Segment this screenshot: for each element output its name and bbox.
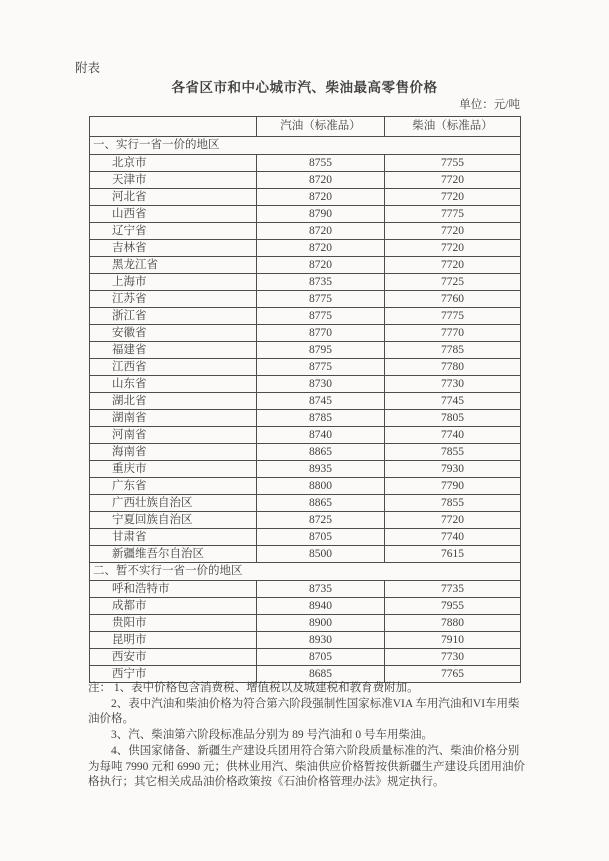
section-heading-row — [90, 563, 521, 581]
region-cell: 山西省 — [90, 206, 257, 223]
region-cell: 广东省 — [90, 478, 257, 495]
table-row — [90, 427, 521, 444]
region-cell: 昆明市 — [90, 632, 257, 649]
table-row — [90, 444, 521, 461]
region-cell: 浙江省 — [90, 308, 257, 325]
region-cell: 西安市 — [90, 649, 257, 666]
gasoline-price-cell: 8720 — [257, 172, 385, 189]
region-cell: 黑龙江省 — [90, 257, 257, 274]
diesel-price-cell: 7930 — [385, 461, 521, 478]
region-cell: 河北省 — [90, 189, 257, 206]
diesel-price-cell: 7780 — [385, 359, 521, 376]
gasoline-price-cell: 8940 — [257, 598, 385, 615]
gasoline-price-cell: 8935 — [257, 461, 385, 478]
gasoline-price-cell: 8770 — [257, 325, 385, 342]
gasoline-price-cell: 8705 — [257, 529, 385, 546]
diesel-price-cell: 7955 — [385, 598, 521, 615]
note-line: 3、汽、柴油第六阶段标准品分别为 89 号汽油和 0 号车用柴油。 — [88, 729, 433, 742]
diesel-price-cell: 7745 — [385, 393, 521, 410]
gasoline-price-cell: 8720 — [257, 223, 385, 240]
table-row — [90, 512, 521, 529]
table-row — [90, 257, 521, 274]
diesel-price-cell: 7755 — [385, 155, 521, 172]
table-row — [90, 666, 521, 683]
table-row — [90, 393, 521, 410]
diesel-price-cell: 7615 — [385, 546, 521, 563]
diesel-price-cell: 7740 — [385, 427, 521, 444]
price-table — [89, 116, 521, 683]
region-cell: 河南省 — [90, 427, 257, 444]
table-row — [90, 495, 521, 512]
note-line: 2、表中汽油和柴油价格为符合第六阶段强制性国家标准VIA 车用汽油和VI车用柴油价格。 — [88, 697, 520, 726]
gasoline-price-cell: 8735 — [257, 274, 385, 291]
table-row — [90, 223, 521, 240]
region-cell: 甘肃省 — [90, 529, 257, 546]
diesel-price-cell: 7740 — [385, 529, 521, 546]
gasoline-price-cell: 8775 — [257, 359, 385, 376]
diesel-price-cell: 7805 — [385, 410, 521, 427]
note-line: 4、供国家储备、新疆生产建设兵团用符合第六阶段质量标准的汽、柴油价格分别为每吨 7990 元和 6990 元；供林业用汽、柴油供应价格暂按供新疆生产建设兵团用油价格执行；其它相关成品油价格政策按《石油价格管理办法》规定执行。 — [88, 744, 525, 789]
table-row — [90, 325, 521, 342]
gasoline-price-cell: 8795 — [257, 342, 385, 359]
table-row — [90, 632, 521, 649]
diesel-price-cell: 7785 — [385, 342, 521, 359]
region-cell: 宁夏回族自治区 — [90, 512, 257, 529]
region-cell: 福建省 — [90, 342, 257, 359]
table-row — [90, 155, 521, 172]
diesel-price-cell: 7720 — [385, 189, 521, 206]
table-row — [90, 308, 521, 325]
table-row — [90, 342, 521, 359]
unit-label: 单位：元/吨 — [459, 99, 520, 111]
table-row — [90, 291, 521, 308]
diesel-price-cell: 7880 — [385, 615, 521, 632]
region-cell: 辽宁省 — [90, 223, 257, 240]
region-cell: 重庆市 — [90, 461, 257, 478]
region-cell: 湖南省 — [90, 410, 257, 427]
gasoline-price-cell: 8740 — [257, 427, 385, 444]
region-cell: 天津市 — [90, 172, 257, 189]
table-row — [90, 461, 521, 478]
diesel-price-cell: 7720 — [385, 223, 521, 240]
diesel-price-cell: 7730 — [385, 376, 521, 393]
diesel-price-cell: 7730 — [385, 649, 521, 666]
note-line: 注： 1、表中价格包含消费税、增值税以及城建税和教育费附加。 — [88, 682, 419, 694]
table-row — [90, 359, 521, 376]
gasoline-price-cell: 8865 — [257, 444, 385, 461]
table-row — [90, 274, 521, 291]
diesel-price-cell: 7855 — [385, 444, 521, 461]
diesel-price-cell: 7775 — [385, 206, 521, 223]
column-header-region — [90, 117, 257, 137]
diesel-price-cell: 7790 — [385, 478, 521, 495]
gasoline-price-cell: 8720 — [257, 189, 385, 206]
gasoline-price-cell: 8775 — [257, 291, 385, 308]
diesel-price-cell: 7760 — [385, 291, 521, 308]
diesel-price-cell: 7720 — [385, 512, 521, 529]
region-cell: 呼和浩特市 — [90, 581, 257, 598]
table-row — [90, 615, 521, 632]
gasoline-price-cell: 8500 — [257, 546, 385, 563]
diesel-price-cell: 7720 — [385, 257, 521, 274]
diesel-price-cell: 7725 — [385, 274, 521, 291]
gasoline-price-cell: 8735 — [257, 581, 385, 598]
diesel-price-cell: 7720 — [385, 172, 521, 189]
gasoline-price-cell: 8720 — [257, 240, 385, 257]
diesel-price-cell: 7910 — [385, 632, 521, 649]
diesel-price-cell: 7855 — [385, 495, 521, 512]
gasoline-price-cell: 8725 — [257, 512, 385, 529]
gasoline-price-cell: 8745 — [257, 393, 385, 410]
gasoline-price-cell: 8865 — [257, 495, 385, 512]
table-row — [90, 206, 521, 223]
section-heading: 一、实行一省一价的地区 — [90, 137, 521, 155]
table-row — [90, 410, 521, 427]
section-heading-row — [90, 137, 521, 155]
region-cell: 海南省 — [90, 444, 257, 461]
gasoline-price-cell: 8685 — [257, 666, 385, 683]
table-row — [90, 581, 521, 598]
gasoline-price-cell: 8755 — [257, 155, 385, 172]
table-row — [90, 376, 521, 393]
table-row — [90, 546, 521, 563]
gasoline-price-cell: 8720 — [257, 257, 385, 274]
table-row — [90, 478, 521, 495]
section-heading: 二、暂不实行一省一价的地区 — [90, 563, 521, 581]
region-cell: 山东省 — [90, 376, 257, 393]
table-header-row — [90, 117, 521, 137]
region-cell: 广西壮族自治区 — [90, 495, 257, 512]
gasoline-price-cell: 8930 — [257, 632, 385, 649]
gasoline-price-cell: 8900 — [257, 615, 385, 632]
diesel-price-cell: 7770 — [385, 325, 521, 342]
region-cell: 北京市 — [90, 155, 257, 172]
region-cell: 成都市 — [90, 598, 257, 615]
annex-label: 附表 — [75, 61, 101, 75]
column-header-gasoline: 汽油（标准品） — [257, 117, 385, 137]
region-cell: 江西省 — [90, 359, 257, 376]
gasoline-price-cell: 8775 — [257, 308, 385, 325]
region-cell: 上海市 — [90, 274, 257, 291]
region-cell: 新疆维吾尔自治区 — [90, 546, 257, 563]
region-cell: 安徽省 — [90, 325, 257, 342]
gasoline-price-cell: 8705 — [257, 649, 385, 666]
gasoline-price-cell: 8785 — [257, 410, 385, 427]
region-cell: 西宁市 — [90, 666, 257, 683]
region-cell: 湖北省 — [90, 393, 257, 410]
region-cell: 贵阳市 — [90, 615, 257, 632]
column-header-diesel: 柴油（标准品） — [385, 117, 521, 137]
gasoline-price-cell: 8730 — [257, 376, 385, 393]
diesel-price-cell: 7775 — [385, 308, 521, 325]
region-cell: 江苏省 — [90, 291, 257, 308]
table-row — [90, 172, 521, 189]
notes-block — [88, 681, 525, 791]
diesel-price-cell: 7765 — [385, 666, 521, 683]
page-title: 各省区市和中心城市汽、柴油最高零售价格 — [171, 80, 438, 95]
diesel-price-cell: 7720 — [385, 240, 521, 257]
table-row — [90, 649, 521, 666]
table-row — [90, 240, 521, 257]
region-cell: 吉林省 — [90, 240, 257, 257]
table-row — [90, 189, 521, 206]
gasoline-price-cell: 8790 — [257, 206, 385, 223]
gasoline-price-cell: 8800 — [257, 478, 385, 495]
table-row — [90, 598, 521, 615]
diesel-price-cell: 7735 — [385, 581, 521, 598]
table-row — [90, 529, 521, 546]
